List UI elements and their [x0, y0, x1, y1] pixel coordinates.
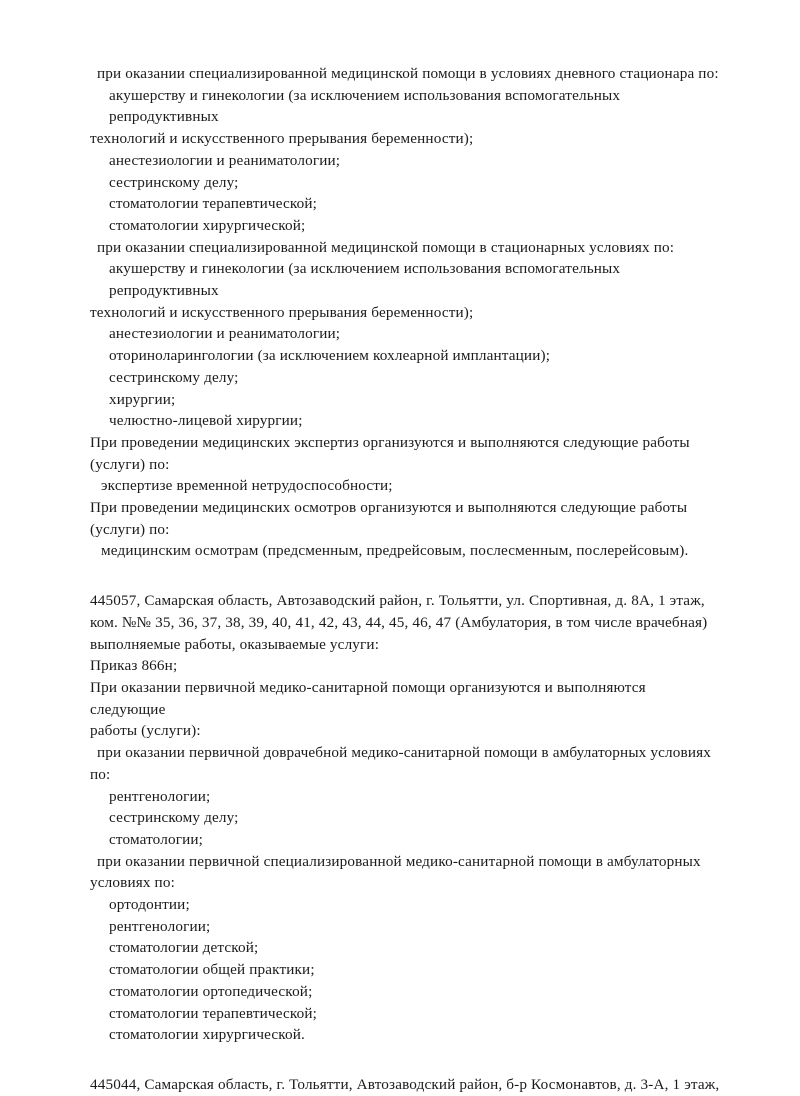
text-line: (услуги) по:	[90, 520, 170, 538]
document-body	[90, 63, 725, 1096]
text-line: 445044, Самарская область, г. Тольятти, Автозаводский район, б-р Космонавтов, д. 3-А, 1 этаж,	[90, 1075, 720, 1093]
text-line: челюстно-лицевой хирургии;	[109, 412, 303, 430]
text-line: стоматологии хирургической.	[109, 1026, 306, 1044]
text-line: акушерству и гинекологии (за исключением использования вспомогательных репродуктивных	[109, 86, 625, 126]
text-line: стоматологии общей практики;	[109, 961, 315, 979]
text-line: экспертизе временной нетрудоспособности;	[101, 477, 393, 495]
block-1-services	[90, 63, 725, 562]
text-line: технологий и искусственного прерывания беременности);	[90, 303, 474, 321]
text-line: стоматологии детской;	[109, 939, 259, 957]
text-line: условиях по:	[90, 874, 175, 892]
text-line: стоматологии хирургической;	[109, 216, 306, 234]
text-line: стоматологии ортопедической;	[109, 982, 313, 1000]
text-line: рентгенологии;	[109, 917, 211, 935]
text-line: При оказании первичной медико-санитарной помощи организуются и выполняются следующие	[90, 678, 650, 718]
text-line: акушерству и гинекологии (за исключением использования вспомогательных репродуктивных	[109, 260, 625, 300]
text-line: сестринскому делу;	[109, 173, 239, 191]
text-line: анестезиологии и реаниматологии;	[109, 325, 341, 343]
paragraph-gap	[90, 1046, 725, 1074]
text-line: стоматологии терапевтической;	[109, 195, 318, 213]
text-line: рентгенологии;	[109, 787, 211, 805]
text-line: сестринскому делу;	[109, 809, 239, 827]
text-line: хирургии;	[109, 390, 176, 408]
text-line: при оказании специализированной медицинской помощи в стационарных условиях по:	[97, 238, 675, 256]
text-line: при оказании первичной специализированной медико-санитарной помощи в амбулаторных	[97, 852, 701, 870]
text-line: оториноларингологии (за исключением кохлеарной имплантации);	[109, 347, 551, 365]
text-line: стоматологии;	[109, 830, 204, 848]
text-line: работы (услуги):	[90, 722, 201, 740]
text-line: При проведении медицинских осмотров организуются и выполняются следующие работы	[90, 499, 688, 517]
text-line: стоматологии терапевтической;	[109, 1004, 318, 1022]
text-line: при оказании первичной доврачебной медико-санитарной помощи в амбулаторных условиях	[97, 744, 711, 762]
text-line: технологий и искусственного прерывания беременности);	[90, 130, 474, 148]
paragraph-gap	[90, 562, 725, 590]
block-3-address-kosmonavtov	[90, 1074, 725, 1096]
block-2-address-sportivnaya	[90, 590, 725, 1046]
text-line: анестезиологии и реаниматологии;	[109, 151, 341, 169]
text-line: Приказ 866н;	[90, 657, 178, 675]
text-line: 445057, Самарская область, Автозаводский район, г. Тольятти, ул. Спортивная, д. 8А, 1 этаж,	[90, 592, 705, 610]
text-line: ортодонтии;	[109, 896, 190, 914]
text-line: (услуги) по:	[90, 455, 170, 473]
text-line: При проведении медицинских экспертиз организуются и выполняются следующие работы	[90, 433, 690, 451]
text-line: по:	[90, 765, 111, 783]
text-line: при оказании специализированной медицинской помощи в условиях дневного стационара по:	[97, 65, 719, 82]
text-line: ком. №№ 35, 36, 37, 38, 39, 40, 41, 42, 43, 44, 45, 46, 47 (Амбулатория, в том числе врачебная)	[90, 613, 708, 631]
text-line: сестринскому делу;	[109, 368, 239, 386]
text-line: медицинским осмотрам (предсменным, предрейсовым, послесменным, послерейсовым).	[101, 542, 689, 560]
text-line: выполняемые работы, оказываемые услуги:	[90, 635, 380, 653]
